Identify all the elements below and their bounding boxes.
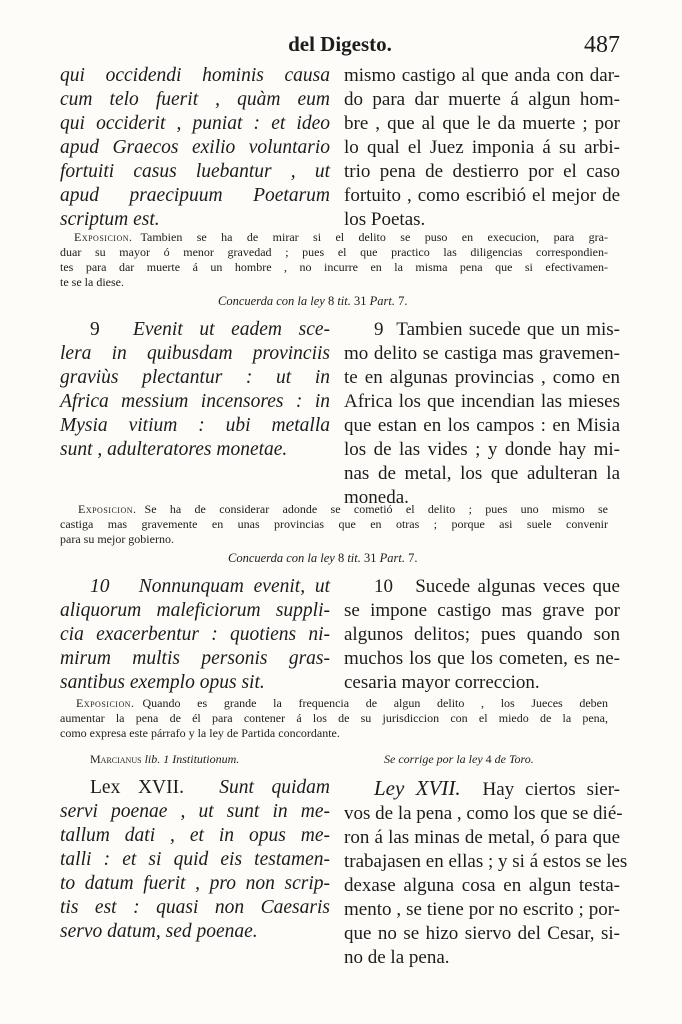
latin-line: apud Graecos exilio voluntario <box>60 137 330 158</box>
latin-line: mirum multis personis gras- <box>60 648 330 669</box>
latin-column <box>60 318 330 462</box>
spanish-line: los de las vides ; y donde hay mi- <box>344 439 620 460</box>
spanish-line: vos de la pena , como los que se dié- <box>344 803 623 824</box>
latin-column <box>60 64 330 232</box>
latin-line: tis est : quasi non Caesaris <box>60 897 330 918</box>
text-block-1 <box>60 64 620 234</box>
lex-source-heading: Marcianus lib. 1 Institutionum. <box>90 752 240 766</box>
spanish-line: fortuito , como escribió el mejor de <box>344 185 620 206</box>
spanish-line: cesaria mayor correccion. <box>344 672 540 693</box>
spanish-line: no de la pena. <box>344 947 450 968</box>
lex-correction-heading: Se corrige por la ley 4 de Toro. <box>384 752 534 766</box>
exposicion-3-cont <box>60 711 608 741</box>
latin-line: scriptum est. <box>60 209 160 230</box>
running-title: del Digesto. <box>288 32 392 56</box>
spanish-line: 9 Tambien sucede que un mis- <box>374 319 620 340</box>
page-number: 487 <box>584 32 620 58</box>
latin-line: 9 Evenit ut eadem sce- <box>90 319 331 340</box>
latin-line: santibus exemplo opus sit. <box>60 672 265 693</box>
exposicion-line: como expresa este párrafo y la ley de Partida concordante. <box>60 726 340 740</box>
latin-line: sunt , adulteratores monetae. <box>60 439 288 460</box>
exposicion-1-cont <box>60 245 608 290</box>
spanish-line: mento , se tiene por no escrito ; por- <box>344 899 620 920</box>
latin-line: talli : et si quid eis testamen- <box>60 849 330 870</box>
spanish-line: mo delito se castiga mas gravemen- <box>344 343 620 364</box>
spanish-line: lo qual el Juez imponia á su arbi- <box>344 137 620 158</box>
latin-line: fortuiti casus luebantur , ut <box>60 161 330 182</box>
spanish-line: Africa los que incendian las mieses <box>344 391 620 412</box>
paragraph-number: 9 <box>90 319 100 340</box>
spanish-line: bre , que al que le da muerte ; por <box>344 113 620 134</box>
exposicion-line: duar su mayor ó menor gravedad ; pues el que practico las diligencias correspondien- <box>60 245 608 259</box>
latin-line: tallum dati , et in opus me- <box>60 825 330 846</box>
latin-line: to datum fuerit , pro non scrip- <box>60 873 330 894</box>
exposicion-line: para su mejor gobierno. <box>60 532 174 546</box>
exposicion-1 <box>74 230 608 245</box>
concordance-1: Concuerda con la ley 8 tit. 31 Part. 7. <box>218 294 408 308</box>
spanish-column <box>344 575 620 695</box>
latin-line: Mysia vitium : ubi metalla <box>60 415 330 436</box>
paragraph-number: 9 <box>374 319 384 340</box>
text-block-4 <box>60 776 628 968</box>
latin-line: qui occiderit , puniat : et ideo <box>60 113 330 134</box>
latin-line: lera in quibusdam provinciis <box>60 343 330 364</box>
spanish-line: algunos delitos; pues quando son <box>344 624 620 645</box>
spanish-line: nas de metal, los que adulteran la <box>344 463 620 484</box>
latin-column <box>60 575 330 695</box>
latin-line: Lex XVII. Sunt quidam <box>90 777 331 798</box>
exposicion-label: Exposicion. <box>78 502 137 516</box>
spanish-column <box>344 64 620 232</box>
spanish-line: do para dar muerte á algun hom- <box>344 89 620 110</box>
spanish-column <box>344 318 620 510</box>
latin-line: apud praecipuum Poetarum <box>60 185 330 206</box>
spanish-line: mismo castigo al que anda con dar- <box>344 65 620 86</box>
latin-line: servo datum, sed poenae. <box>60 921 258 942</box>
lex-label: Lex XVII. <box>90 777 184 798</box>
spanish-line: 10 Sucede algunas veces que <box>374 576 620 597</box>
spanish-line: te en algunas provincias , como en <box>344 367 620 388</box>
page-header <box>60 32 620 60</box>
spanish-line: los Poetas. <box>344 209 426 230</box>
paragraph-number: 10 <box>90 576 110 597</box>
text-block-2 <box>60 318 620 508</box>
latin-line: aliquorum maleficiorum suppli- <box>60 600 330 621</box>
exposicion-line: aumentar la pena de él para contener á los de su jurisdiccion con el miedo de la pena, <box>60 711 608 725</box>
latin-column <box>60 776 330 944</box>
spanish-line: Ley XVII. Hay ciertos sier- <box>374 776 621 800</box>
exposicion-line: Exposicion. Tambien se ha de mirar si el delito se puso en execucion, para gra- <box>74 230 608 244</box>
ley-label: Ley XVII. <box>374 776 461 800</box>
spanish-line: trabajasen en ellas ; y si á estos se les <box>344 851 628 872</box>
latin-line: qui occidendi hominis causa <box>60 65 330 86</box>
spanish-line: dexase alguna cosa en algun testa- <box>344 875 620 896</box>
spanish-line: trio pena de destierro por el caso <box>344 161 620 182</box>
exposicion-line: Exposicion. Quando es grande la frequencia de algun delito , los Jueces deben <box>76 696 608 710</box>
exposicion-line: Exposicion. Se ha de considerar adonde se cometió el delito ; pues uno mismo se <box>78 502 608 516</box>
spanish-line: se impone castigo mas grave por <box>344 600 620 621</box>
exposicion-3 <box>76 696 608 711</box>
paragraph-number: 10 <box>374 576 393 597</box>
spanish-line: que estan en los campos : en Misia <box>344 415 620 436</box>
latin-line: servi poenae , ut sunt in me- <box>60 801 330 822</box>
latin-line: graviùs plectantur : ut in <box>60 367 330 388</box>
exposicion-label: Exposicion. <box>74 230 133 244</box>
exposicion-2-cont <box>60 517 608 547</box>
spanish-line: moneda. <box>344 487 409 508</box>
spanish-column <box>344 776 628 970</box>
spanish-line: muchos los que los cometen, es ne- <box>344 648 620 669</box>
exposicion-line: te se la diese. <box>60 275 124 289</box>
text-block-3 <box>60 575 620 693</box>
exposicion-line: tes para dar muerte á un hombre , no incurre en la misma pena que si efectivamen- <box>60 260 608 274</box>
latin-line: cum telo fuerit , quàm eum <box>60 89 330 110</box>
latin-line: Africa messium incensores : in <box>60 391 330 412</box>
exposicion-2 <box>78 502 608 517</box>
concordance-2: Concuerda con la ley 8 tit. 31 Part. 7. <box>228 551 418 565</box>
spanish-line: ron á las minas de metal, ó para que <box>344 827 620 848</box>
exposicion-label: Exposicion. <box>76 696 135 710</box>
spanish-line: que no se hizo siervo del Cesar, si- <box>344 923 620 944</box>
latin-line: 10 Nonnunquam evenit, ut <box>90 576 331 597</box>
latin-line: cia exacerbentur : quotiens ni- <box>60 624 330 645</box>
exposicion-line: castiga mas gravemente en unas provincias que en otras ; porque asi suele convenir <box>60 517 608 531</box>
